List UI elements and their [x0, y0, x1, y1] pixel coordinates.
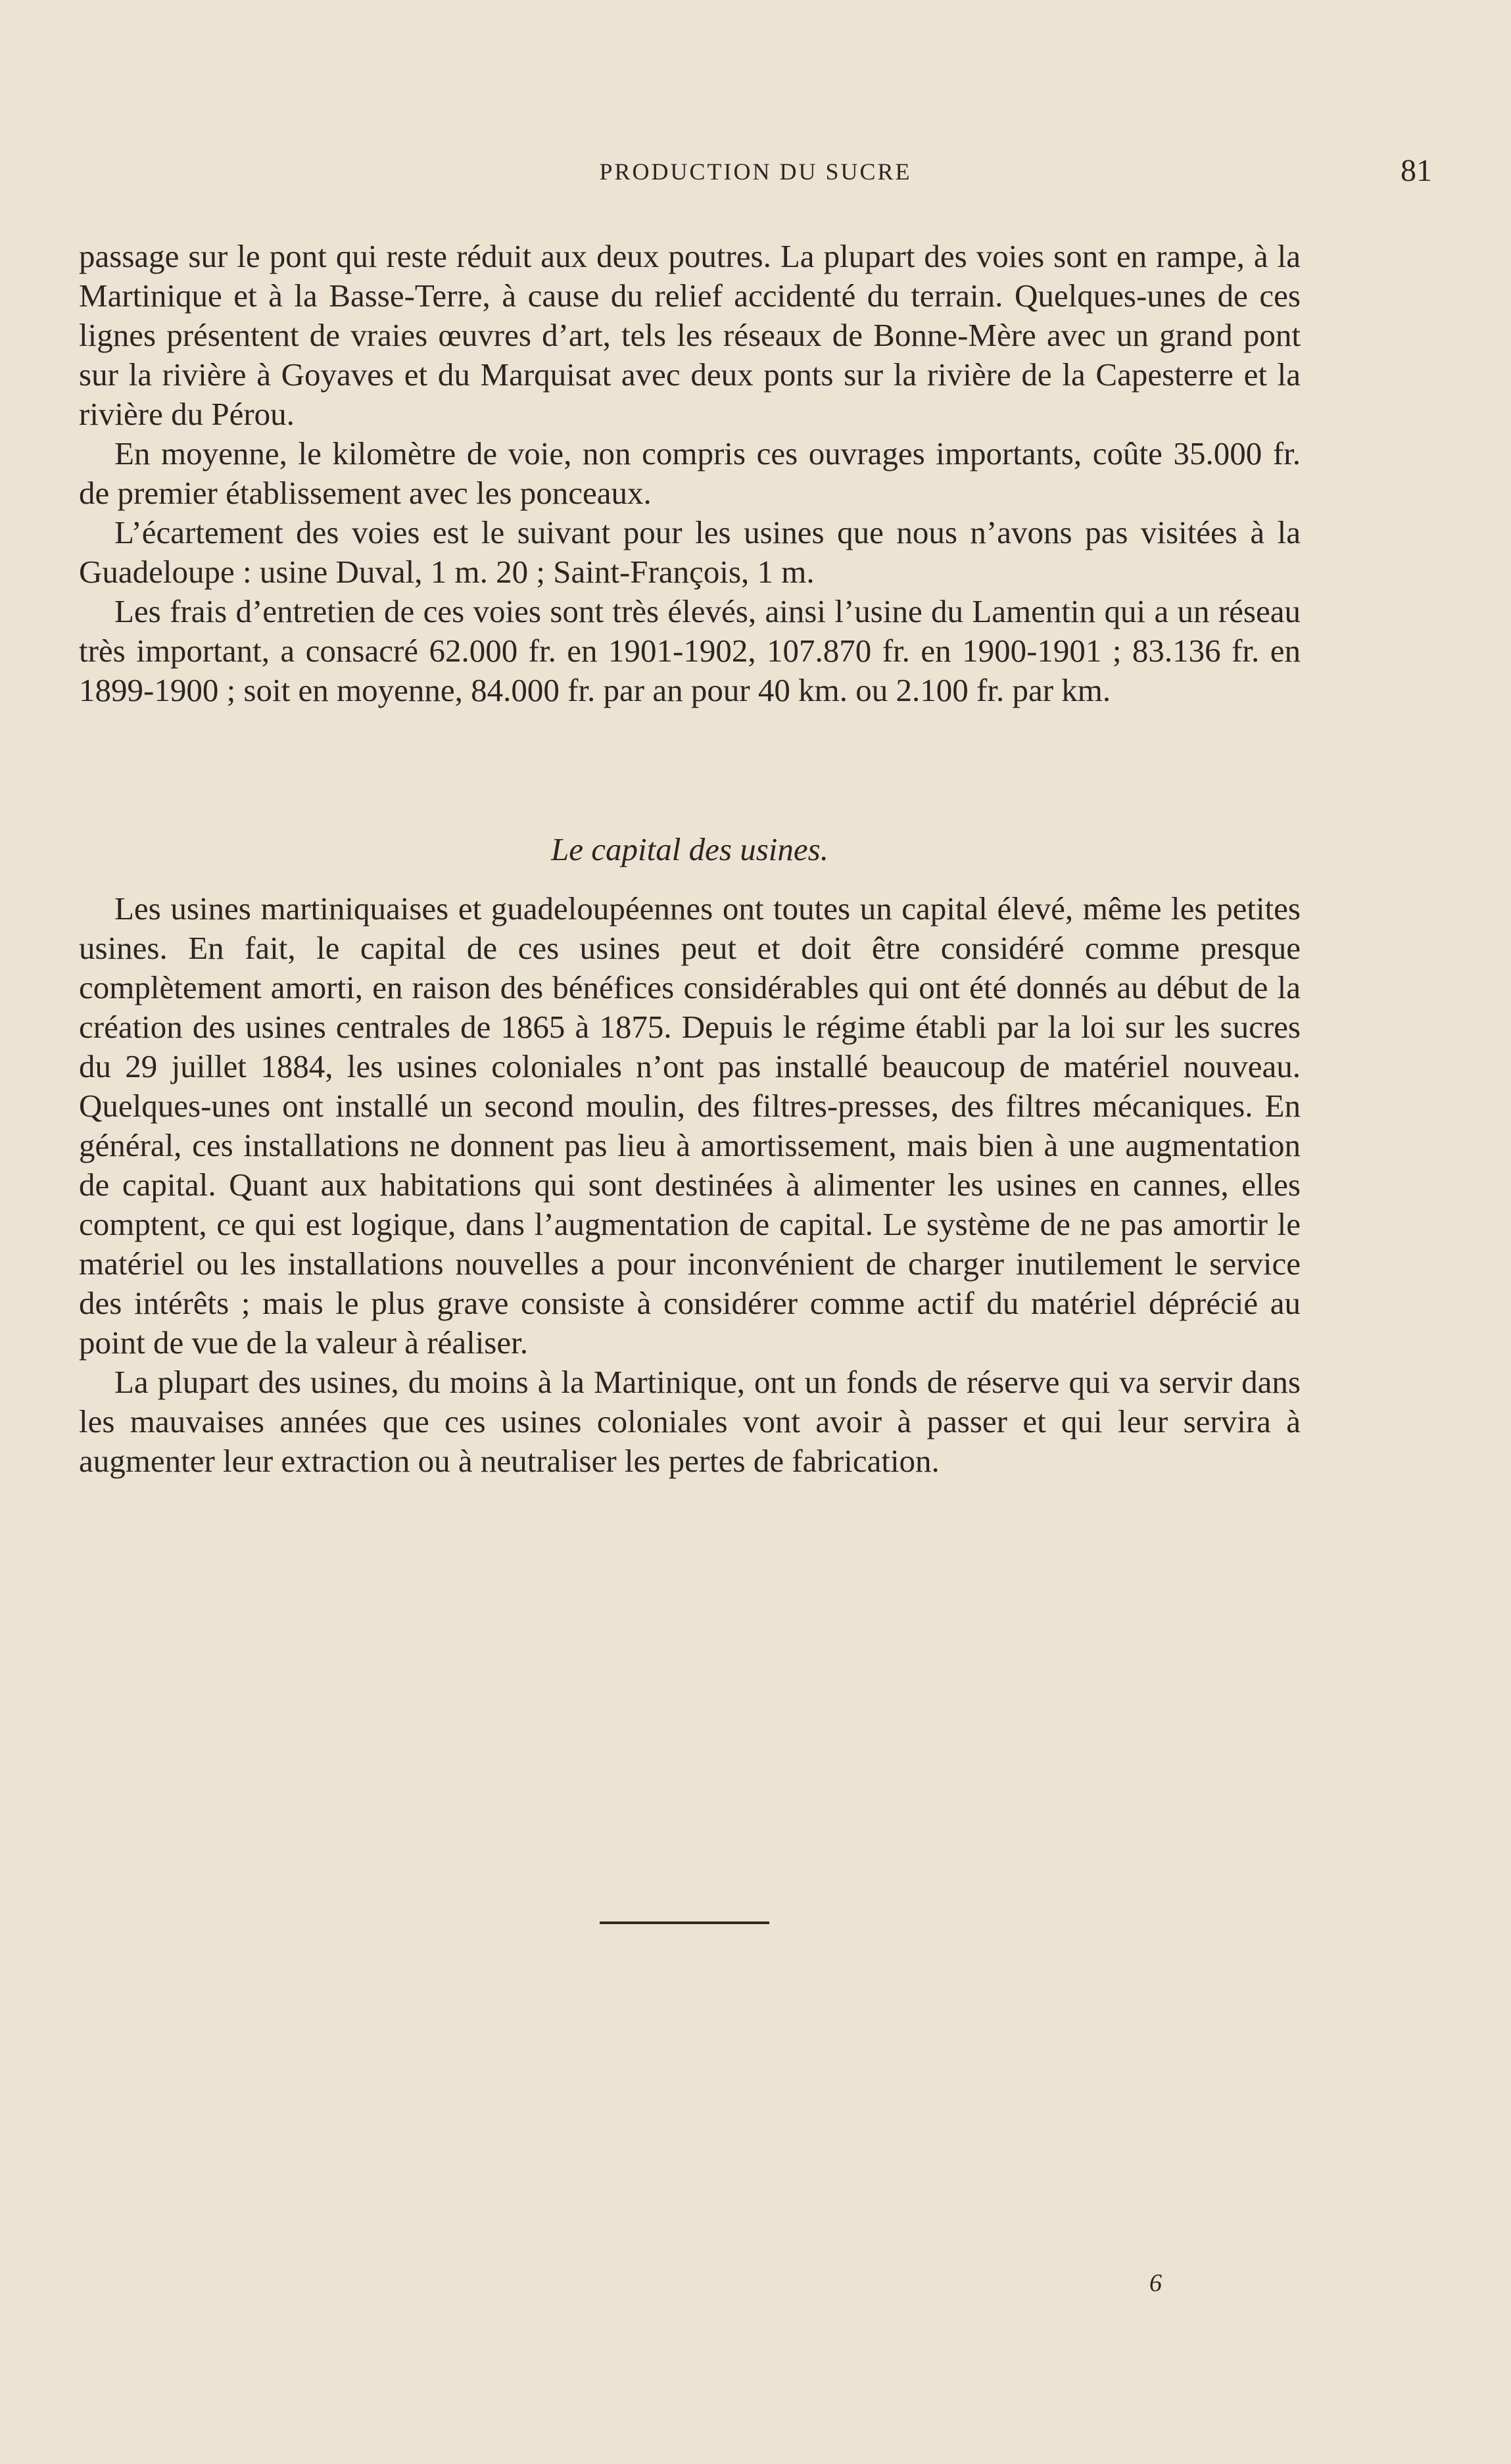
running-head [79, 153, 1432, 192]
paragraph: La plupart des usines, du moins à la Martinique, ont un fonds de réserve qui va servir dans les mauvaises années que ces usines coloniales vont avoir à passer et qui leur servira à augmenter leur extraction ou à neutraliser les pertes de fabrication. [79, 1364, 1301, 1479]
paragraph: En moyenne, le kilomètre de voie, non compris ces ouvrages importants, coûte 35.000 fr. de premier établissement avec les ponceaux. [79, 435, 1301, 511]
paragraph: Les frais d’entretien de ces voies sont très élevés, ainsi l’usine du Lamentin qui a un réseau très important, a consacré 62.000 fr. en 1901-1902, 107.870 fr. en 1900-1901 ; 83.136 fr. en 1899-1900 ; soit en moyenne, 84.000 fr. par an pour 40 km. ou 2.100 fr. par km. [79, 593, 1301, 708]
paragraph: passage sur le pont qui reste réduit aux deux poutres. La plupart des voies sont en rampe, à la Martinique et à la Basse-Terre, à cause du relief accidenté du terrain. Quelques-unes de ces lignes présentent de vraies œuvres d’art, tels les réseaux de Bonne-Mère avec un grand pont sur la rivière à Goyaves et du Marquisat avec deux ponts sur la rivière de la Capesterre et la rivière du Pérou. [79, 238, 1301, 432]
page-number: 81 [1401, 153, 1432, 188]
section-text [79, 889, 1301, 1481]
body-text [79, 237, 1301, 710]
paragraph: Les usines martiniquaises et guadeloupéennes ont toutes un capital élevé, même les petites usines. En fait, le capital de ces usines peut et doit être considéré comme presque complètement amorti, en raison des bénéfices considérables qui ont été donnés au début de la création des usines centrales de 1865 à 1875. Depuis le régime établi par la loi sur les sucres du 29 juillet 1884, les usines coloniales n’ont pas installé beaucoup de matériel nouveau. Quelques-unes ont installé un second moulin, des filtres-presses, des filtres mécaniques. En général, ces installations ne donnent pas lieu à amortissement, mais bien à une augmentation de capital. Quant aux habitations qui sont destinées à alimenter les usines en cannes, elles comptent, ce qui est logique, dans l’augmentation de capital. Le système de ne pas amortir le matériel ou les installations nouvelles a pour inconvénient de charger inutilement le service des intérêts ; mais le plus grave consiste à considérer comme actif du matériel déprécié au point de vue de la valeur à réaliser. [79, 890, 1301, 1361]
section-heading: Le capital des usines. [551, 831, 828, 867]
paragraph: L’écartement des voies est le suivant pour les usines que nous n’avons pas visitées à la Guadeloupe : usine Duval, 1 m. 20 ; Saint-François, 1 m. [79, 514, 1301, 590]
running-title: PRODUCTION DU SUCRE [599, 158, 912, 185]
end-rule [600, 1921, 769, 1924]
signature-mark: 6 [1149, 2269, 1162, 2297]
